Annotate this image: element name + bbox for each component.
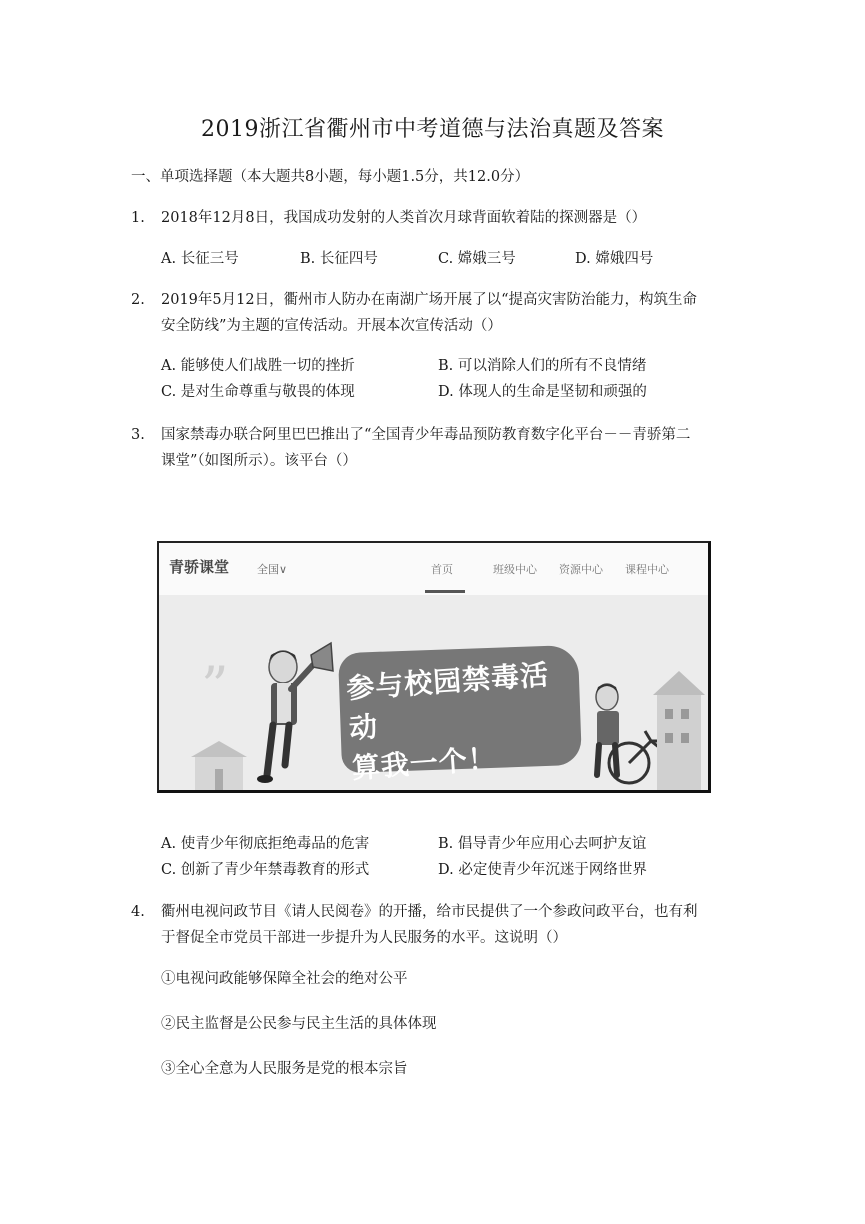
option-a: A. 能够使人们战胜一切的挫折 <box>161 358 355 374</box>
option-c: C. 是对生命尊重与敬畏的体现 <box>161 384 355 400</box>
option-c: C. 创新了青少年禁毒教育的形式 <box>161 862 370 878</box>
quote-mark-icon: ” <box>201 655 229 718</box>
option-a: A. 长征三号 <box>161 251 239 267</box>
question-text: 国家禁毒办联合阿里巴巴推出了“全国青少年毒品预防教育数字化平台－－青骄第二 <box>161 427 691 443</box>
option-b: B. 倡导青少年应用心去呵护友谊 <box>438 836 647 852</box>
figure-logo: 青骄课堂 <box>169 558 230 576</box>
question-number: 1. <box>131 210 145 226</box>
school-building-illustration <box>649 665 705 790</box>
statement-item: ③全心全意为人民服务是党的根本宗旨 <box>161 1061 408 1077</box>
option-b: B. 可以消除人们的所有不良情绪 <box>438 358 647 374</box>
question-number: 3. <box>131 427 145 443</box>
statement-item: ①电视问政能够保障全社会的绝对公平 <box>161 971 408 987</box>
option-c: C. 嫦娥三号 <box>438 251 516 267</box>
question-text: 安全防线”为主题的宣传活动。开展本次宣传活动（） <box>161 318 502 334</box>
section-heading: 一、单项选择题（本大题共8小题，每小题1.5分，共12.0分） <box>131 169 530 185</box>
question-text: 衢州电视问政节目《请人民阅卷》的开播，给市民提供了一个参政问政平台，也有利 <box>161 904 698 920</box>
option-d: D. 嫦娥四号 <box>575 251 654 267</box>
option-d: D. 必定使青少年沉迷于网络世界 <box>438 862 647 878</box>
option-d: D. 体现人的生命是坚韧和顽强的 <box>438 384 647 400</box>
banner-line: 参与校园禁毒活动 <box>345 657 551 745</box>
question-text: 于督促全市党员干部进一步提升为人民服务的水平。这说明（） <box>161 930 567 946</box>
question-text: 2018年12月8日，我国成功发射的人类首次月球背面软着陆的探测器是（） <box>161 210 647 226</box>
figure-region-select: 全国∨ <box>257 563 288 576</box>
question-figure <box>157 541 711 793</box>
question-text: 课堂”（如图所示）。该平台（） <box>161 453 357 469</box>
question-text: 2019年5月12日，衢州市人防办在南湖广场开展了以“提高灾害防治能力，构筑生命 <box>161 292 697 308</box>
banner-line: 算我一个！ <box>350 741 498 785</box>
figure-nav-class: 班级中心 <box>493 563 537 576</box>
student-megaphone-illustration <box>255 625 345 793</box>
question-number: 2. <box>131 292 145 308</box>
document-title: 2019浙江省衢州市中考道德与法治真题及答案 <box>201 117 664 142</box>
option-b: B. 长征四号 <box>300 251 378 267</box>
figure-banner <box>159 595 708 790</box>
statement-item: ②民主监督是公民参与民主生活的具体体现 <box>161 1016 437 1032</box>
banner-text <box>345 653 583 789</box>
building-illustration <box>189 735 249 790</box>
figure-nav-resources: 资源中心 <box>559 563 603 576</box>
figure-nav-active-indicator <box>425 590 465 593</box>
figure-nav-home: 首页 <box>431 563 453 576</box>
figure-navbar <box>159 543 708 595</box>
option-a: A. 使青少年彻底拒绝毒品的危害 <box>161 836 370 852</box>
question-number: 4. <box>131 904 145 920</box>
figure-nav-courses: 课程中心 <box>625 563 669 576</box>
